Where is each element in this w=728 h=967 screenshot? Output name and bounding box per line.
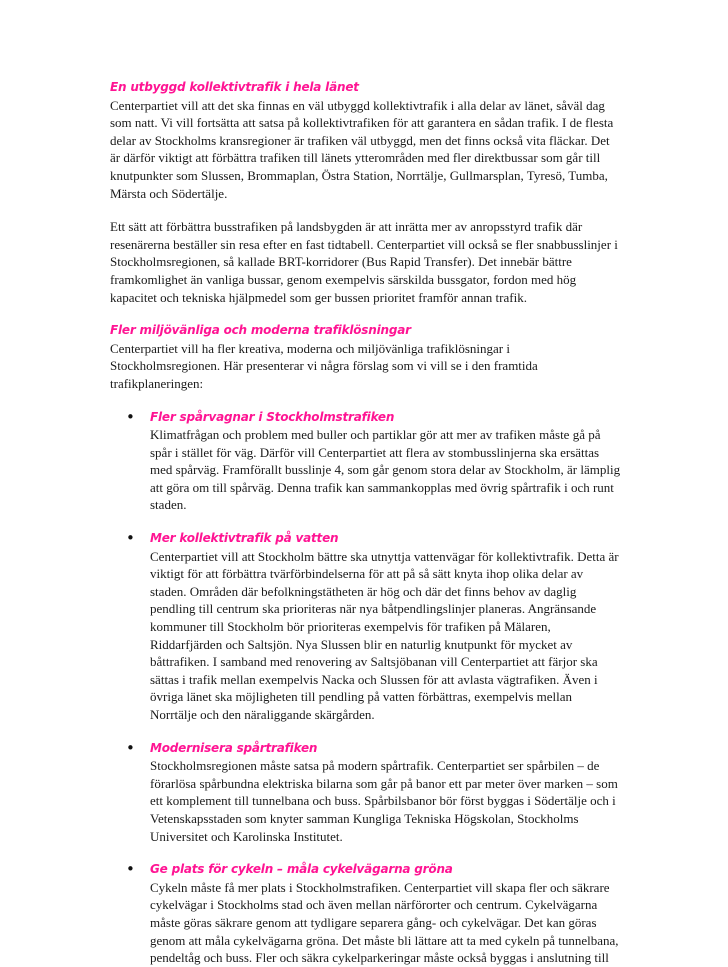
bullet-icon: • — [126, 407, 135, 426]
item-text: Centerpartiet vill att Stockholm bättre ska utnyttja vattenvägar för kollektivtrafik. Detta är viktigt för att förbättra tvärförbindelserna för att på så sätt knyta ihop olika delar av staden. Områden där befolkningstätheten är hög och där det finns behov av daglig pendling till centrum ska prioriteras när nya båtpendlingslinjer planeras. Angränsande kommuner till Stockholm bör prioriteras exempelvis för trafiken på Mälaren, Riddarfjärden och Saltsjön. Nya Slussen blir en naturlig knutpunkt för mycket av båttrafiken. I samband med renovering av Saltsjöbanan vill Centerpartiet att färjor ska sättas i trafik mellan exempelvis Nacka och Slussen för att avlasta vägtrafiken. Även i övriga länet ska möjligheten till pendling på vatten förbättras, exempelvis mellan Norrtälje och den näraliggande skärgården. — [150, 548, 619, 722]
item-text: Stockholmsregionen måste satsa på modern spårtrafik. Centerpartiet ser spårbilen – de förarlösa spårbundna elektriska bilarna som går på banor ett par meter över marken – som ett komplement till tunnelbana och buss. Spårbilsbanor bör först byggas i Södertälje och i Vetenskapsstaden som knyter samman Kungliga Tekniska Högskolan, Stockholms Universitet och Karolinska Institutet. — [150, 758, 618, 844]
item-text: Klimatfrågan och problem med buller och partiklar gör att mer av trafiken måste gå på spår i stället för väg. Därför vill Centerpartiet att flera av stombusslinjerna ska ersättas med spårväg. Framförallt busslinje 4, som går genom stora delar av Stockholm, är lämplig att göra om till spårväg. Denna trafik kan sammankopplas med övrig spårtrafik i och runt staden. — [150, 427, 621, 513]
item-heading: Ge plats för cykeln – måla cykelvägarna gröna — [150, 862, 453, 877]
item-heading: Mer kollektivtrafik på vatten — [150, 531, 339, 546]
section-public-transport — [110, 79, 622, 306]
paragraph: Centerpartiet vill att det ska finnas en väl utbyggd kollektivtrafik i alla delar av länet, såväl dag som natt. Vi vill fortsätta att satsa på kollektivtrafiken för att garantera en sådan trafik. I de flesta delar av Stockholms kransregioner är trafiken väl utbyggd, men det finns också vita fläckar. Det är därför viktigt att förbättra trafiken till länets ytterområden med fler direktbussar som går till knutpunkter som Slussen, Brommaplan, Östra Station, Norrtälje, Gullmarsplan, Tyresö, Tumba, Märsta och Södertälje. — [110, 97, 614, 201]
bullet-icon: • — [126, 529, 135, 548]
section-heading: En utbyggd kollektivtrafik i hela länet — [110, 80, 359, 94]
list-item — [110, 409, 622, 515]
list-item — [110, 530, 622, 724]
list-item — [110, 740, 622, 846]
document-page — [110, 79, 622, 967]
item-heading: Modernisera spårtrafiken — [150, 740, 318, 755]
paragraph: Ett sätt att förbättra busstrafiken på landsbygden är att inrätta mer av anropsstyrd trafik där resenärerna beställer sin resa efter en fast tidtabell. Centerpartiet vill också se fler snabbusslinjer i Stockholmsregionen, så kallade BRT-korridorer (Bus Rapid Transfer). Det innebär bättre framkomlighet än vanliga bussar, genom exempelvis särskilda bussgator, fordon med hög kapacitet och tekniska hjälpmedel som ger bussen prioritet framför annan trafik. — [110, 219, 618, 305]
proposal-list — [110, 409, 622, 967]
paragraph: Centerpartiet vill ha fler kreativa, moderna och miljövänliga trafiklösningar i Stockholmsregionen. Här presenterar vi några förslag som vi vill se i den framtida trafikplaneringen: — [110, 340, 538, 391]
item-heading: Fler spårvagnar i Stockholmstrafiken — [150, 409, 395, 424]
item-text: Cykeln måste få mer plats i Stockholmstrafiken. Centerpartiet vill skapa fler och säkrare cykelvägar i Stockholms stad och även mellan närförorter och centrum. Cykelvägarna måste göras säkrare genom att tydligare separera gång- och cykelvägar. Det kan göras genom att måla cykelvägarna gröna. Det måste bli lättare att ta med cykeln på tunnelbana, pendeltåg och buss. Fler och säkra cykelparkeringar måste också byggas i anslutning till — [150, 879, 619, 966]
section-heading: Fler miljövänliga och moderna trafiklösningar — [110, 323, 411, 338]
bullet-icon: • — [126, 738, 135, 757]
list-item — [110, 861, 622, 967]
bullet-icon: • — [126, 860, 135, 879]
section-green-solutions — [110, 322, 622, 392]
